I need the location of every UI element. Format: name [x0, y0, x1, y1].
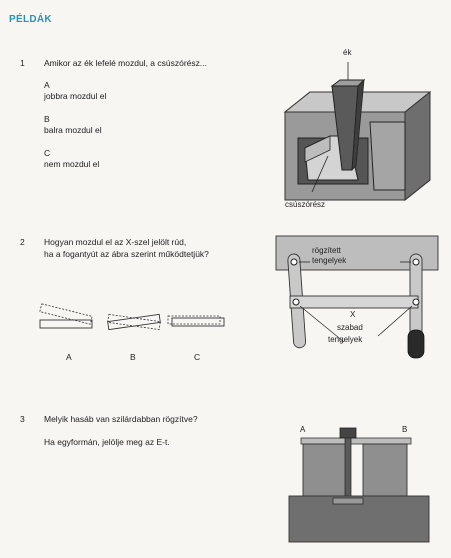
q3-text-line1: Melyik hasáb van szilárdabban rögzítve? [44, 414, 198, 424]
q1-option-a-text: jobbra mozdul el [44, 91, 107, 101]
q1-option-a-letter: A [44, 80, 50, 90]
q2-free-label-2: tengelyek [328, 335, 363, 344]
q2-text-line2: ha a fogantyút az ábra szerint működtetjük? [44, 249, 209, 259]
q2-option-c: C [194, 352, 201, 362]
q2-text-line1: Hogyan mozdul el az X-szel jelölt rúd, [44, 237, 187, 247]
q3-number: 3 [20, 414, 25, 424]
q1-option-c-text: nem mozdul el [44, 159, 100, 169]
q2-sketch-a [40, 304, 92, 328]
q2-linkage-figure [272, 232, 444, 372]
q2-number: 2 [20, 237, 25, 247]
q1-slider-label: csúszórész [285, 200, 326, 209]
q1-text: Amikor az ék lefelé mozdul, a csúszórész... [44, 58, 207, 68]
q1-option-c-letter: C [44, 148, 51, 158]
q3-left-label: A [300, 425, 306, 434]
q2-option-sketches [22, 288, 252, 363]
q2-fixed-label-1: rögzített [312, 246, 341, 255]
page-heading: PÉLDÁK [9, 14, 52, 25]
q2-sketch-b [108, 314, 161, 329]
q1-wedge-figure [270, 40, 445, 220]
q1-option-b-text: balra mozdul el [44, 125, 102, 135]
q3-block-figure [283, 420, 433, 555]
q2-option-b: B [130, 352, 136, 362]
q1-option-b-letter: B [44, 114, 50, 124]
q2-x-label: X [350, 310, 356, 319]
q3-right-label: B [402, 425, 408, 434]
q2-option-a: A [66, 352, 72, 362]
q2-fixed-label-2: tengelyek [312, 256, 347, 265]
q2-sketch-c [168, 316, 224, 326]
q1-number: 1 [20, 58, 25, 68]
q2-free-label-1: szabad [337, 323, 363, 332]
q3-text-line2: Ha egyformán, jelölje meg az E-t. [44, 437, 170, 447]
q1-wedge-label: ék [343, 48, 352, 57]
